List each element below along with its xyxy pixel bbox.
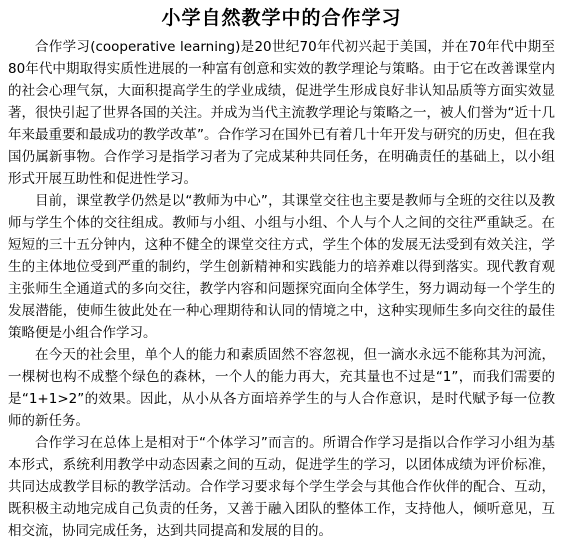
paragraph-2: 目前，课堂教学仍然是以“教师为中心”，其课堂交往也主要是教师与全班的交往以及教师与学生个体的交往组成。教师与小组、小组与小组、个人与个人之间的交往严重缺乏。在短短的三十五分钟内，这种不健全的课堂交往方式，学生个体的发展无法受到有效关注，学生的主体地位受到严重的制约，学生创新精神和实践能力的培养难以得到落实。现代教育观主张师生全通道式的多向交往，教学内容和问题探究面向全体学生，努力调动每一个学生的发展潜能，使师生彼此处在一种心理期待和认同的情境之中，这种实现师生多向交往的最佳策略便是小组合作学习。 — [8, 193, 555, 341]
paragraph-1: 合作学习(cooperative learning)是20世纪70年代初兴起于美国，并在70年代中期至80年代中期取得实质性进展的一种富有创意和实效的教学理论与策略。由于它在改善课堂内的社会心理气氛，大面积提高学生的学业成绩，促进学生形成良好非认知品质等方面实效显著，很快引起了世界各国的关注。并成为当代主流教学理论与策略之一，被人们誉为“近十几年来最重要和最成功的教学改革”。合作学习在国外已有着几十年开发与研究的历史，但在我国仍属新事物。合作学习是指学习者为了完成某种共同任务，在明确责任的基础上，以小组形式开展互助性和促进性学习。 — [8, 39, 555, 187]
paragraph-3: 在今天的社会里，单个人的能力和素质固然不容忽视，但一滴水永远不能称其为河流，一棵树也构不成整个绿色的森林，一个人的能力再大，充其量也不过是“1”，而我们需要的是“1+1>2”的效果。因此，从小从各方面培养学生的与人合作意识，是时代赋予每一位教师的新任务。 — [8, 347, 555, 429]
document-title: 小学自然教学中的合作学习 — [161, 7, 402, 29]
paragraph-4: 合作学习在总体上是相对于“个体学习”而言的。所谓合作学习是指以合作学习小组为基本形式，系统利用教学中动态因素之间的互动，促进学生的学习，以团体成绩为评价标准，共同达成教学目标的教学活动。合作学习要求每个学生学会与其他合作伙伴的配合、互动，既积极主动地完成自己负责的任务，又善于融入团队的整体工作，支持他人，倾听意见，互相交流，协同完成任务，达到共同提高和发展的目的。 — [8, 435, 555, 539]
